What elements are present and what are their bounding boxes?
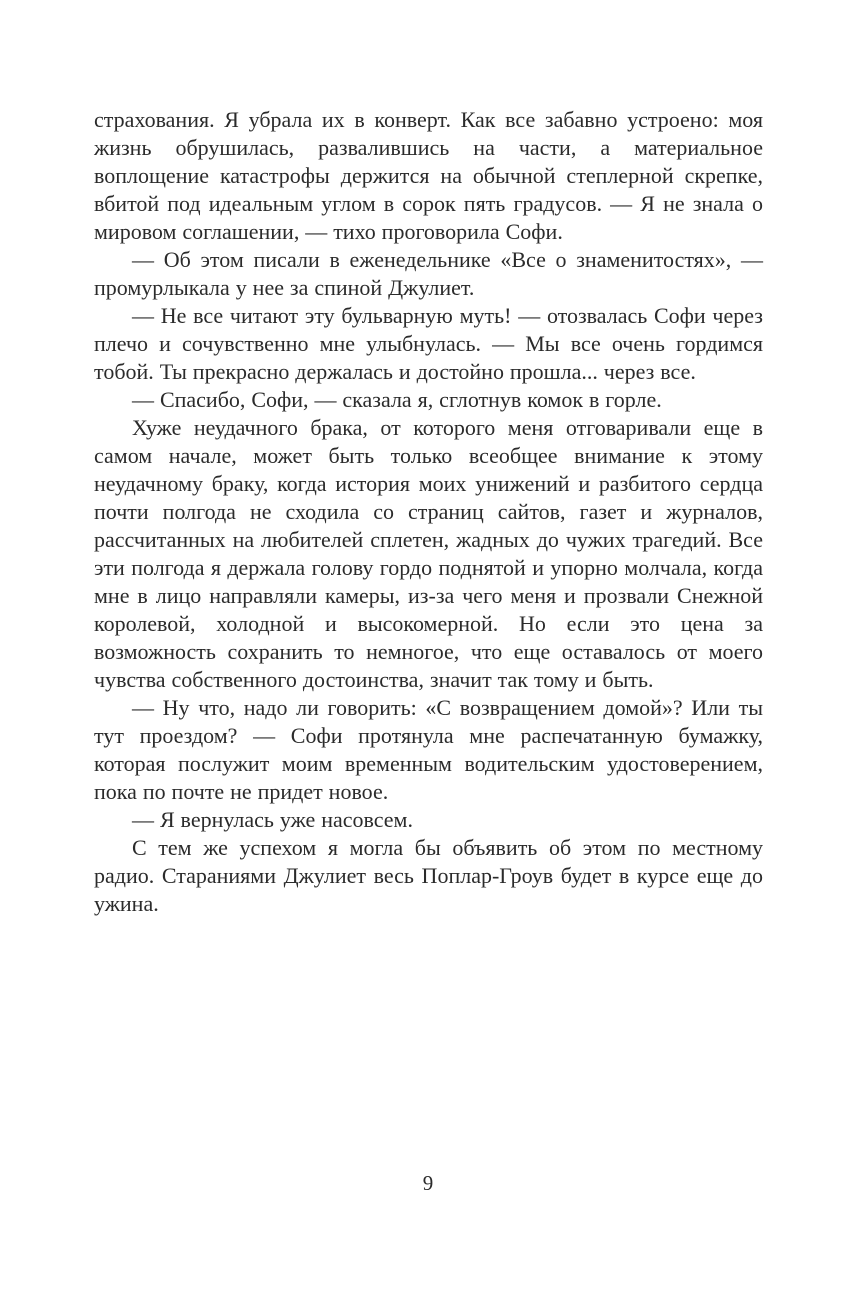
page-text xyxy=(94,106,763,918)
paragraph: С тем же успехом я могла бы объявить об этом по местному радио. Стараниями Джулиет весь Поплар-Гроув будет в курсе еще до ужина. xyxy=(94,835,763,916)
paragraph: — Не все читают эту бульварную муть! — отозвалась Софи через плечо и сочувственно мне улыбнулась. — Мы все очень гордимся тобой. Ты прекрасно держалась и достойно прошла... через все. xyxy=(94,303,763,384)
paragraph: — Спасибо, Софи, — сказала я, сглотнув комок в горле. xyxy=(132,387,662,412)
paragraph: страхования. Я убрала их в конверт. Как все забавно устроено: моя жизнь обрушилась, развалившись на части, а материальное воплощение катастрофы держится на обычной степлерной скрепке, вбитой под идеальным углом в сорок пять градусов. — Я не знала о мировом соглашении, — тихо проговорила Софи. xyxy=(94,107,763,244)
page-number: 9 xyxy=(422,1171,434,1195)
paragraph: — Об этом писали в еженедельнике «Все о знаменитостях», — промурлыкала у нее за спиной Джулиет. xyxy=(94,247,763,300)
paragraph: — Ну что, надо ли говорить: «С возвращением домой»? Или ты тут проездом? — Софи протянула мне распечатанную бумажку, которая послужит моим временным водительским удостоверением, пока по почте не придет новое. xyxy=(94,695,763,804)
paragraph: Хуже неудачного брака, от которого меня отговаривали еще в самом начале, может быть только всеобщее внимание к этому неудачному браку, когда история моих унижений и разбитого сердца почти полгода не сходила со страниц сайтов, газет и журналов, рассчитанных на любителей сплетен, жадных до чужих трагедий. Все эти полгода я держала голову гордо поднятой и упорно молчала, когда мне в лицо направляли камеры, из-за чего меня и прозвали Снежной королевой, холодной и высокомерной. Но если это цена за возможность сохранить то немногое, что еще оставалось от моего чувства собственного достоинства, значит так тому и быть. xyxy=(94,415,763,692)
paragraph: — Я вернулась уже насовсем. xyxy=(132,807,413,832)
